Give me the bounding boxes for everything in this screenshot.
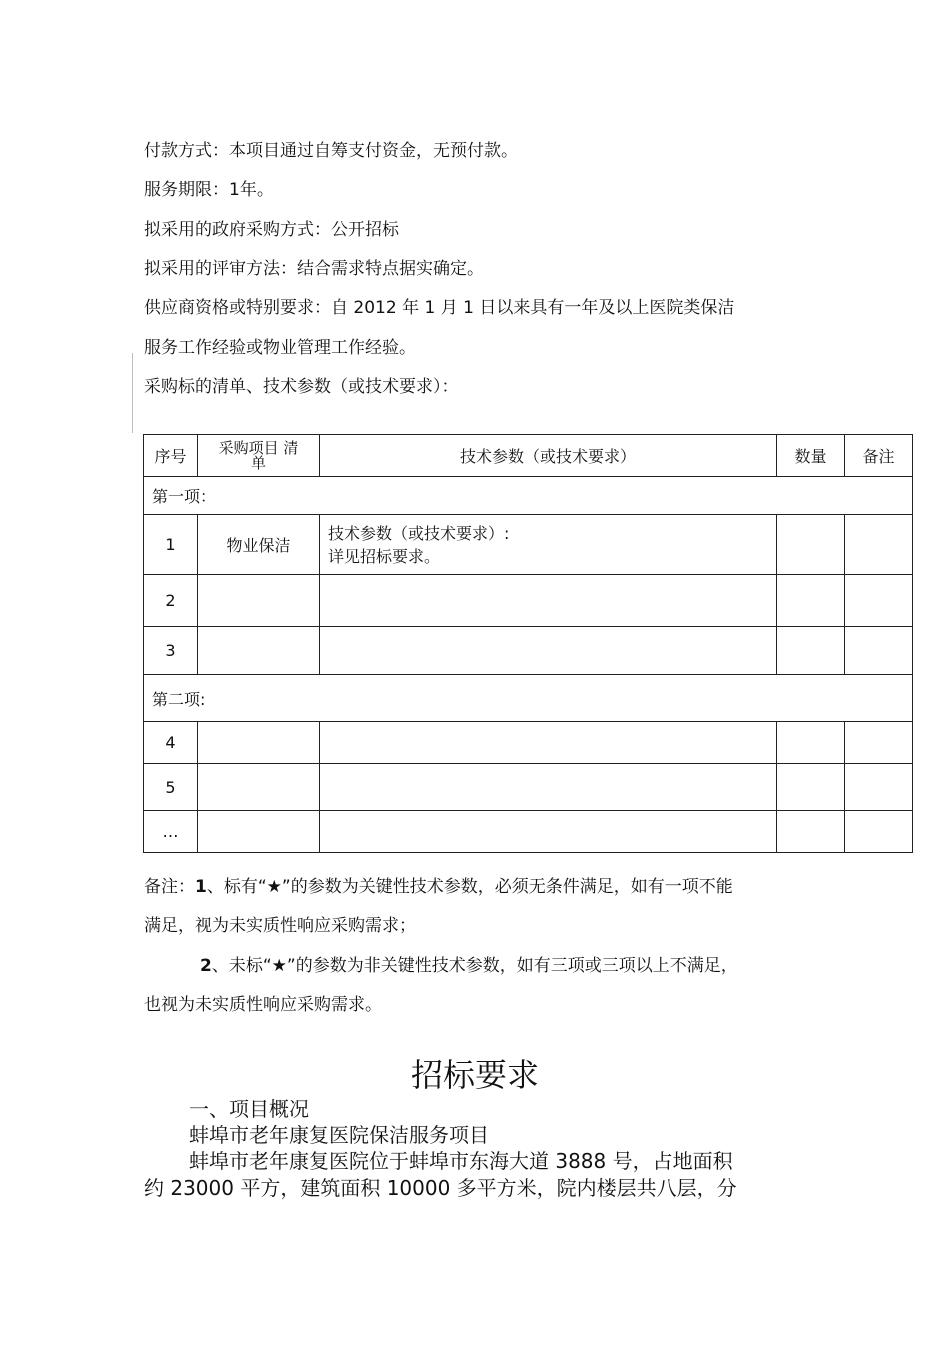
cell-tech-line-1: 技术参数（或技术要求）: <box>328 523 510 543</box>
header-remark: 备注 <box>845 435 913 477</box>
cell-tech <box>320 764 777 811</box>
header-item-line-1: 采购项目 清 <box>218 438 299 457</box>
cell-qty <box>777 627 845 675</box>
cell-remark <box>845 627 913 675</box>
note-2 <box>200 951 738 976</box>
table-row <box>144 764 913 811</box>
payment-text: 付款方式：本项目通过自筹支付资金，无预付款。 <box>144 141 518 161</box>
table-row <box>144 627 913 675</box>
cell-item <box>198 627 320 675</box>
section-label-1: 第一项： <box>144 477 913 515</box>
cell-tech <box>320 627 777 675</box>
cell-tech <box>320 722 777 764</box>
cell-seq: 3 <box>144 627 198 675</box>
cell-item <box>198 764 320 811</box>
cell-remark <box>845 764 913 811</box>
cell-seq: 4 <box>144 722 198 764</box>
cell-seq: … <box>144 811 198 853</box>
table-row <box>144 722 913 764</box>
header-item <box>198 435 320 477</box>
cell-remark <box>845 811 913 853</box>
project-description-2: 约 23000 平方，建筑面积 10000 多平方米，院内楼层共八层，分 <box>144 1176 737 1200</box>
note-1-text: 、标有“★”的参数为关键性技术参数，必须无条件满足，如有一项不能 <box>206 877 733 897</box>
cell-item: 物业保洁 <box>198 515 320 575</box>
section-row-1 <box>144 477 913 515</box>
cell-tech <box>320 515 777 575</box>
table-row <box>144 515 913 575</box>
project-description-1: 蚌埠市老年康复医院位于蚌埠市东海大道 3888 号，占地面积 <box>189 1149 733 1173</box>
note-1 <box>144 872 733 897</box>
cell-item <box>198 722 320 764</box>
section-row-2 <box>144 675 913 722</box>
cell-qty <box>777 764 845 811</box>
cell-qty <box>777 811 845 853</box>
cell-remark <box>845 515 913 575</box>
service-term-text: 服务期限：1年。 <box>144 180 274 200</box>
header-seq: 序号 <box>144 435 198 477</box>
note-1-number: 1 <box>195 877 207 897</box>
note-2-number: 2 <box>200 956 212 976</box>
cell-remark <box>845 575 913 627</box>
cell-item <box>198 575 320 627</box>
note-1-continuation: 满足，视为未实质性响应采购需求； <box>144 916 416 936</box>
note-2-text: 、未标“★”的参数为非关键性技术参数，如有三项或三项以上不满足， <box>211 956 738 976</box>
section-title: 招标要求 <box>410 1056 539 1094</box>
list-title: 采购标的清单、技术参数（或技术要求）： <box>144 377 459 397</box>
review-method-text: 拟采用的评审方法：结合需求特点据实确定。 <box>144 259 484 279</box>
cell-remark <box>845 722 913 764</box>
header-item-line-2: 单 <box>250 453 266 472</box>
header-qty: 数量 <box>777 435 845 477</box>
cell-seq: 5 <box>144 764 198 811</box>
qualification-text-1: 供应商资格或特别要求：自 2012 年 1 月 1 日以来具有一年及以上医院类保洁 <box>144 298 735 318</box>
note-1-prefix: 备注： <box>144 877 195 897</box>
header-tech: 技术参数（或技术要求） <box>320 435 777 477</box>
table-header-row <box>144 435 913 477</box>
table-row <box>144 575 913 627</box>
cell-qty <box>777 722 845 764</box>
section-label-2: 第二项: <box>144 675 913 722</box>
cell-seq: 1 <box>144 515 198 575</box>
note-2-continuation: 也视为未实质性响应采购需求。 <box>144 995 382 1015</box>
margin-mark <box>132 353 133 433</box>
project-name: 蚌埠市老年康复医院保洁服务项目 <box>189 1123 489 1147</box>
spec-table <box>143 434 913 853</box>
cell-item <box>198 811 320 853</box>
cell-seq: 2 <box>144 575 198 627</box>
overview-heading: 一、项目概况 <box>189 1097 309 1121</box>
cell-qty <box>777 515 845 575</box>
cell-tech <box>320 811 777 853</box>
procurement-method-text: 拟采用的政府采购方式：公开招标 <box>144 220 399 240</box>
qualification-text-2: 服务工作经验或物业管理工作经验。 <box>144 338 416 358</box>
cell-tech-line-2: 详见招标要求。 <box>328 546 441 566</box>
cell-tech <box>320 575 777 627</box>
cell-qty <box>777 575 845 627</box>
table-row <box>144 811 913 853</box>
